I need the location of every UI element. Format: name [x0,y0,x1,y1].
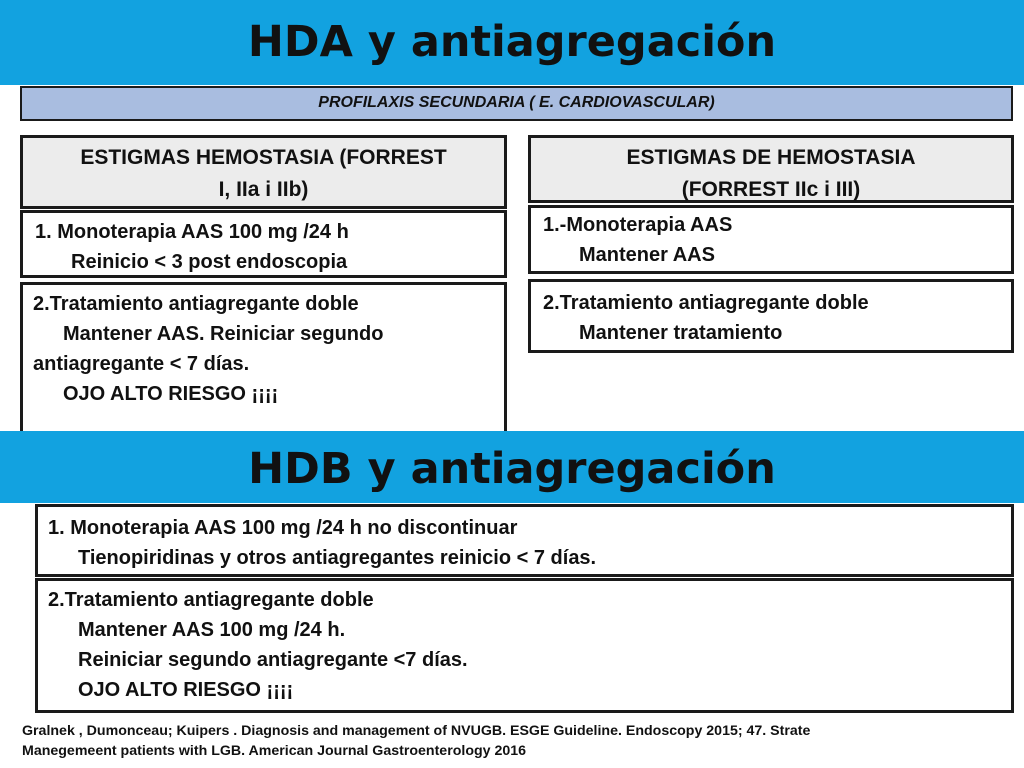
right-header-line2: (FORREST IIc i III) [681,178,861,201]
left-item1-line1: 1. Monoterapia AAS 100 mg /24 h [35,221,349,243]
right-item1-line1: 1.-Monoterapia AAS [543,214,733,236]
right-item2-line2: Mantener tratamiento [579,322,783,344]
left-item2-line2: Mantener AAS. Reiniciar segundo [63,323,384,345]
hdb-item1-line1: 1. Monoterapia AAS 100 mg /24 h no discontinuar [48,517,518,539]
right-header-box [528,135,1014,203]
hdb-item2-line1: 2.Tratamiento antiagregante doble [48,589,374,611]
right-item2-line1: 2.Tratamiento antiagregante doble [543,292,869,314]
left-item2-line3: antiagregante < 7 días. [33,353,250,375]
citation-line1: Gralnek , Dumonceau; Kuipers . Diagnosis and management of NVUGB. ESGE Guideline. Endoscopy 2015; 47. Strate [22,723,811,739]
hdb-title-banner [0,431,1024,503]
citation [22,721,1012,761]
hdb-item2-box [35,578,1014,713]
hdb-item2-line2: Mantener AAS 100 mg /24 h. [78,619,346,641]
hdb-title: HDB y antiagregación [248,444,776,494]
hdb-item2-line3: Reiniciar segundo antiagregante <7 días. [78,649,468,671]
left-item2-line1: 2.Tratamiento antiagregante doble [33,293,359,315]
left-item1-line2: Reinicio < 3 post endoscopia [71,251,348,273]
hdb-item1-box [35,504,1014,577]
hdb-item1-line2: Tienopiridinas y otros antiagregantes reinicio < 7 días. [78,547,597,569]
left-item2-box [20,282,507,442]
left-header-line2: I, IIa i IIb) [218,178,309,201]
hda-title-banner [0,0,1024,85]
left-header-line1: ESTIGMAS HEMOSTASIA (FORREST [80,146,447,169]
right-item1-line2: Mantener AAS [579,244,715,266]
right-header-line1: ESTIGMAS DE HEMOSTASIA [626,146,916,169]
hda-title: HDA y antiagregación [247,17,777,67]
right-item2-box [528,279,1014,353]
citation-line2: Manegemeent patients with LGB. American Journal Gastroenterology 2016 [22,743,527,759]
left-item1-box [20,210,507,278]
left-header-box [20,135,507,209]
left-item2-line4: OJO ALTO RIESGO ¡¡¡¡ [63,383,279,405]
prophylaxis-subtitle [20,86,1013,121]
right-item1-box [528,205,1014,274]
prophylaxis-subtitle-text: PROFILAXIS SECUNDARIA ( E. CARDIOVASCULAR) [318,94,715,111]
hdb-item2-line4: OJO ALTO RIESGO ¡¡¡¡ [78,679,294,701]
